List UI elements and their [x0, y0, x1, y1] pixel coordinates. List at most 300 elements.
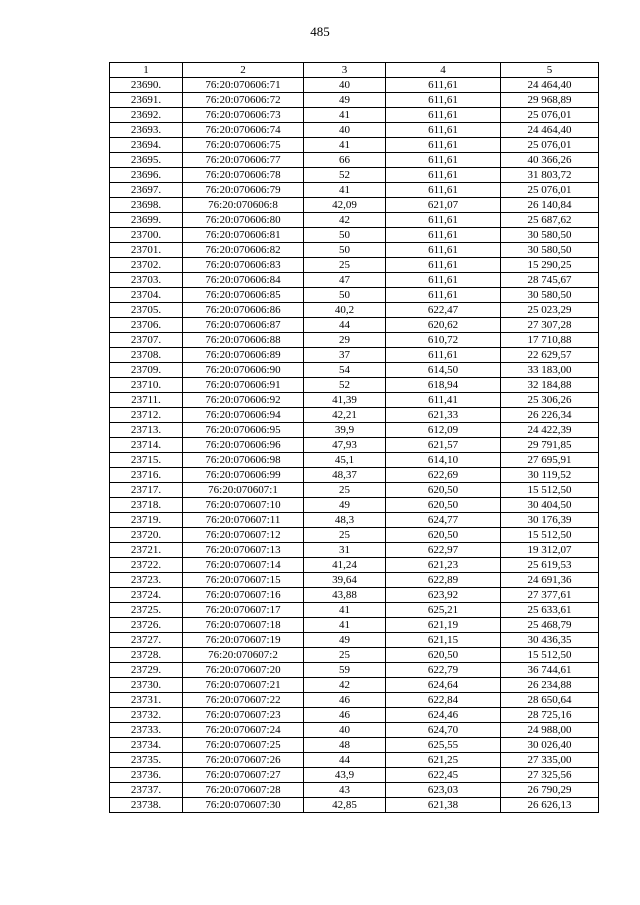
row-number-cell: 23708. — [110, 348, 183, 363]
cadastral-number-cell: 76:20:070606:81 — [183, 228, 304, 243]
cadastral-value-cell: 27 335,00 — [501, 753, 599, 768]
specific-value-cell: 611,61 — [386, 153, 501, 168]
cadastral-number-cell: 76:20:070606:82 — [183, 243, 304, 258]
row-number-cell: 23724. — [110, 588, 183, 603]
row-number-cell: 23706. — [110, 318, 183, 333]
cadastral-value-cell: 15 512,50 — [501, 648, 599, 663]
cadastral-value-cell: 26 790,29 — [501, 783, 599, 798]
area-cell: 59 — [304, 663, 386, 678]
cadastral-number-cell: 76:20:070607:14 — [183, 558, 304, 573]
table-row — [110, 138, 599, 153]
table-row — [110, 303, 599, 318]
cadastral-value-cell: 30 026,40 — [501, 738, 599, 753]
specific-value-cell: 622,97 — [386, 543, 501, 558]
column-header-5: 5 — [501, 63, 599, 78]
specific-value-cell: 620,62 — [386, 318, 501, 333]
area-cell: 40,2 — [304, 303, 386, 318]
table-row — [110, 783, 599, 798]
cadastral-value-cell: 25 076,01 — [501, 108, 599, 123]
specific-value-cell: 623,92 — [386, 588, 501, 603]
row-number-cell: 23729. — [110, 663, 183, 678]
area-cell: 39,64 — [304, 573, 386, 588]
specific-value-cell: 611,61 — [386, 258, 501, 273]
cadastral-value-cell: 24 464,40 — [501, 78, 599, 93]
specific-value-cell: 611,61 — [386, 348, 501, 363]
table-row — [110, 633, 599, 648]
area-cell: 41 — [304, 183, 386, 198]
cadastral-number-cell: 76:20:070607:10 — [183, 498, 304, 513]
table-row — [110, 423, 599, 438]
cadastral-value-cell: 24 422,39 — [501, 423, 599, 438]
cadastral-value-cell: 30 404,50 — [501, 498, 599, 513]
row-number-cell: 23691. — [110, 93, 183, 108]
specific-value-cell: 621,25 — [386, 753, 501, 768]
cadastral-number-cell: 76:20:070606:80 — [183, 213, 304, 228]
table-row — [110, 708, 599, 723]
cadastral-value-cell: 25 023,29 — [501, 303, 599, 318]
cadastral-number-cell: 76:20:070607:23 — [183, 708, 304, 723]
cadastral-value-cell: 28 650,64 — [501, 693, 599, 708]
cadastral-number-cell: 76:20:070606:96 — [183, 438, 304, 453]
specific-value-cell: 611,61 — [386, 243, 501, 258]
area-cell: 48,3 — [304, 513, 386, 528]
row-number-cell: 23718. — [110, 498, 183, 513]
cadastral-number-cell: 76:20:070606:84 — [183, 273, 304, 288]
area-cell: 40 — [304, 123, 386, 138]
row-number-cell: 23726. — [110, 618, 183, 633]
table-row — [110, 273, 599, 288]
cadastral-number-cell: 76:20:070607:2 — [183, 648, 304, 663]
table-row — [110, 483, 599, 498]
table-row — [110, 168, 599, 183]
row-number-cell: 23709. — [110, 363, 183, 378]
specific-value-cell: 621,33 — [386, 408, 501, 423]
area-cell: 47 — [304, 273, 386, 288]
cadastral-value-cell: 17 710,88 — [501, 333, 599, 348]
area-cell: 44 — [304, 753, 386, 768]
cadastral-value-cell: 15 512,50 — [501, 528, 599, 543]
row-number-cell: 23730. — [110, 678, 183, 693]
specific-value-cell: 621,19 — [386, 618, 501, 633]
specific-value-cell: 610,72 — [386, 333, 501, 348]
specific-value-cell: 614,50 — [386, 363, 501, 378]
cadastral-value-cell: 26 140,84 — [501, 198, 599, 213]
specific-value-cell: 620,50 — [386, 498, 501, 513]
area-cell: 43,9 — [304, 768, 386, 783]
row-number-cell: 23720. — [110, 528, 183, 543]
cadastral-number-cell: 76:20:070607:25 — [183, 738, 304, 753]
column-header-1: 1 — [110, 63, 183, 78]
area-cell: 52 — [304, 168, 386, 183]
table-row — [110, 153, 599, 168]
table-row — [110, 78, 599, 93]
area-cell: 46 — [304, 708, 386, 723]
cadastral-value-cell: 36 744,61 — [501, 663, 599, 678]
specific-value-cell: 614,10 — [386, 453, 501, 468]
cadastral-number-cell: 76:20:070607:27 — [183, 768, 304, 783]
table-row — [110, 363, 599, 378]
cadastral-number-cell: 76:20:070607:16 — [183, 588, 304, 603]
cadastral-number-cell: 76:20:070606:95 — [183, 423, 304, 438]
cadastral-number-cell: 76:20:070607:21 — [183, 678, 304, 693]
specific-value-cell: 611,61 — [386, 183, 501, 198]
specific-value-cell: 621,57 — [386, 438, 501, 453]
specific-value-cell: 625,55 — [386, 738, 501, 753]
cadastral-value-cell: 31 803,72 — [501, 168, 599, 183]
cadastral-number-cell: 76:20:070607:18 — [183, 618, 304, 633]
table-row — [110, 573, 599, 588]
table-row — [110, 123, 599, 138]
specific-value-cell: 625,21 — [386, 603, 501, 618]
specific-value-cell: 621,23 — [386, 558, 501, 573]
cadastral-value-cell: 40 366,26 — [501, 153, 599, 168]
table-row — [110, 243, 599, 258]
specific-value-cell: 620,50 — [386, 483, 501, 498]
table-row — [110, 348, 599, 363]
area-cell: 25 — [304, 648, 386, 663]
cadastral-value-cell: 33 183,00 — [501, 363, 599, 378]
row-number-cell: 23738. — [110, 798, 183, 813]
table-row — [110, 408, 599, 423]
cadastral-value-cell: 27 325,56 — [501, 768, 599, 783]
row-number-cell: 23732. — [110, 708, 183, 723]
specific-value-cell: 611,41 — [386, 393, 501, 408]
area-cell: 45,1 — [304, 453, 386, 468]
area-cell: 25 — [304, 483, 386, 498]
area-cell: 41 — [304, 138, 386, 153]
cadastral-number-cell: 76:20:070607:15 — [183, 573, 304, 588]
area-cell: 39,9 — [304, 423, 386, 438]
cadastral-number-cell: 76:20:070606:91 — [183, 378, 304, 393]
cadastral-number-cell: 76:20:070606:88 — [183, 333, 304, 348]
specific-value-cell: 611,61 — [386, 168, 501, 183]
cadastral-value-cell: 27 377,61 — [501, 588, 599, 603]
area-cell: 37 — [304, 348, 386, 363]
table-row — [110, 618, 599, 633]
row-number-cell: 23733. — [110, 723, 183, 738]
cadastral-value-cell: 25 076,01 — [501, 138, 599, 153]
area-cell: 50 — [304, 288, 386, 303]
specific-value-cell: 621,15 — [386, 633, 501, 648]
cadastral-value-cell: 29 791,85 — [501, 438, 599, 453]
row-number-cell: 23725. — [110, 603, 183, 618]
row-number-cell: 23698. — [110, 198, 183, 213]
cadastral-value-cell: 29 968,89 — [501, 93, 599, 108]
row-number-cell: 23695. — [110, 153, 183, 168]
cadastral-number-cell: 76:20:070606:77 — [183, 153, 304, 168]
area-cell: 49 — [304, 498, 386, 513]
table-row — [110, 258, 599, 273]
area-cell: 46 — [304, 693, 386, 708]
table-row — [110, 228, 599, 243]
row-number-cell: 23734. — [110, 738, 183, 753]
specific-value-cell: 622,69 — [386, 468, 501, 483]
specific-value-cell: 623,03 — [386, 783, 501, 798]
cadastral-value-cell: 25 619,53 — [501, 558, 599, 573]
row-number-cell: 23702. — [110, 258, 183, 273]
table-row — [110, 378, 599, 393]
row-number-cell: 23719. — [110, 513, 183, 528]
cadastral-number-cell: 76:20:070606:83 — [183, 258, 304, 273]
table-row — [110, 333, 599, 348]
row-number-cell: 23700. — [110, 228, 183, 243]
cadastral-value-cell: 30 580,50 — [501, 243, 599, 258]
cadastral-value-cell: 32 184,88 — [501, 378, 599, 393]
specific-value-cell: 611,61 — [386, 273, 501, 288]
area-cell: 43,88 — [304, 588, 386, 603]
cadastral-number-cell: 76:20:070606:85 — [183, 288, 304, 303]
specific-value-cell: 620,50 — [386, 528, 501, 543]
area-cell: 44 — [304, 318, 386, 333]
specific-value-cell: 624,46 — [386, 708, 501, 723]
cadastral-value-cell: 30 436,35 — [501, 633, 599, 648]
cadastral-number-cell: 76:20:070607:26 — [183, 753, 304, 768]
cadastral-number-cell: 76:20:070606:72 — [183, 93, 304, 108]
cadastral-number-cell: 76:20:070606:86 — [183, 303, 304, 318]
table-row — [110, 753, 599, 768]
table-row — [110, 603, 599, 618]
cadastral-value-cell: 25 468,79 — [501, 618, 599, 633]
row-number-cell: 23714. — [110, 438, 183, 453]
cadastral-number-cell: 76:20:070607:28 — [183, 783, 304, 798]
cadastral-number-cell: 76:20:070606:89 — [183, 348, 304, 363]
area-cell: 50 — [304, 228, 386, 243]
table-header — [110, 63, 599, 78]
cadastral-value-cell: 19 312,07 — [501, 543, 599, 558]
table-row — [110, 543, 599, 558]
table-row — [110, 678, 599, 693]
row-number-cell: 23713. — [110, 423, 183, 438]
row-number-cell: 23716. — [110, 468, 183, 483]
row-number-cell: 23721. — [110, 543, 183, 558]
cadastral-number-cell: 76:20:070606:74 — [183, 123, 304, 138]
row-number-cell: 23694. — [110, 138, 183, 153]
row-number-cell: 23699. — [110, 213, 183, 228]
area-cell: 25 — [304, 258, 386, 273]
area-cell: 54 — [304, 363, 386, 378]
cadastral-value-cell: 25 306,26 — [501, 393, 599, 408]
cadastral-value-cell: 26 234,88 — [501, 678, 599, 693]
specific-value-cell: 618,94 — [386, 378, 501, 393]
specific-value-cell: 611,61 — [386, 288, 501, 303]
table-row — [110, 798, 599, 813]
table-row — [110, 393, 599, 408]
area-cell: 47,93 — [304, 438, 386, 453]
table-row — [110, 183, 599, 198]
table-row — [110, 768, 599, 783]
table-row — [110, 438, 599, 453]
cadastral-value-cell: 30 580,50 — [501, 228, 599, 243]
column-header-2: 2 — [183, 63, 304, 78]
cadastral-value-cell: 28 725,16 — [501, 708, 599, 723]
row-number-cell: 23728. — [110, 648, 183, 663]
cadastral-value-cell: 27 307,28 — [501, 318, 599, 333]
specific-value-cell: 620,50 — [386, 648, 501, 663]
area-cell: 41,39 — [304, 393, 386, 408]
cadastral-number-cell: 76:20:070607:20 — [183, 663, 304, 678]
row-number-cell: 23715. — [110, 453, 183, 468]
cadastral-number-cell: 76:20:070607:30 — [183, 798, 304, 813]
cadastral-number-cell: 76:20:070606:99 — [183, 468, 304, 483]
area-cell: 42,21 — [304, 408, 386, 423]
row-number-cell: 23704. — [110, 288, 183, 303]
cadastral-number-cell: 76:20:070607:24 — [183, 723, 304, 738]
cadastral-number-cell: 76:20:070606:78 — [183, 168, 304, 183]
cadastral-value-cell: 25 633,61 — [501, 603, 599, 618]
area-cell: 43 — [304, 783, 386, 798]
table-row — [110, 528, 599, 543]
specific-value-cell: 611,61 — [386, 108, 501, 123]
table-row — [110, 453, 599, 468]
table-row — [110, 318, 599, 333]
cadastral-number-cell: 76:20:070606:79 — [183, 183, 304, 198]
area-cell: 42 — [304, 678, 386, 693]
cadastral-number-cell: 76:20:070606:71 — [183, 78, 304, 93]
table-row — [110, 108, 599, 123]
cadastral-number-cell: 76:20:070606:75 — [183, 138, 304, 153]
table-row — [110, 723, 599, 738]
specific-value-cell: 624,70 — [386, 723, 501, 738]
cadastral-number-cell: 76:20:070606:87 — [183, 318, 304, 333]
area-cell: 52 — [304, 378, 386, 393]
table-row — [110, 648, 599, 663]
area-cell: 42,09 — [304, 198, 386, 213]
row-number-cell: 23735. — [110, 753, 183, 768]
specific-value-cell: 622,84 — [386, 693, 501, 708]
area-cell: 49 — [304, 93, 386, 108]
area-cell: 41 — [304, 603, 386, 618]
row-number-cell: 23701. — [110, 243, 183, 258]
table-row — [110, 693, 599, 708]
cadastral-number-cell: 76:20:070607:13 — [183, 543, 304, 558]
row-number-cell: 23707. — [110, 333, 183, 348]
specific-value-cell: 624,64 — [386, 678, 501, 693]
specific-value-cell: 611,61 — [386, 228, 501, 243]
specific-value-cell: 621,07 — [386, 198, 501, 213]
row-number-cell: 23731. — [110, 693, 183, 708]
table-row — [110, 198, 599, 213]
table-row — [110, 738, 599, 753]
row-number-cell: 23697. — [110, 183, 183, 198]
header-row — [110, 63, 599, 78]
row-number-cell: 23727. — [110, 633, 183, 648]
specific-value-cell: 621,38 — [386, 798, 501, 813]
row-number-cell: 23717. — [110, 483, 183, 498]
area-cell: 41 — [304, 618, 386, 633]
area-cell: 48,37 — [304, 468, 386, 483]
cadastral-number-cell: 76:20:070607:11 — [183, 513, 304, 528]
cadastral-value-cell: 30 580,50 — [501, 288, 599, 303]
area-cell: 42,85 — [304, 798, 386, 813]
row-number-cell: 23703. — [110, 273, 183, 288]
area-cell: 42 — [304, 213, 386, 228]
column-header-4: 4 — [386, 63, 501, 78]
row-number-cell: 23736. — [110, 768, 183, 783]
row-number-cell: 23690. — [110, 78, 183, 93]
area-cell: 66 — [304, 153, 386, 168]
cadastral-number-cell: 76:20:070607:19 — [183, 633, 304, 648]
row-number-cell: 23722. — [110, 558, 183, 573]
cadastral-number-cell: 76:20:070607:12 — [183, 528, 304, 543]
table-row — [110, 663, 599, 678]
cadastral-number-cell: 76:20:070606:90 — [183, 363, 304, 378]
area-cell: 25 — [304, 528, 386, 543]
cadastral-value-cell: 15 512,50 — [501, 483, 599, 498]
cadastral-value-cell: 22 629,57 — [501, 348, 599, 363]
cadastral-value-cell: 24 691,36 — [501, 573, 599, 588]
cadastral-value-cell: 26 626,13 — [501, 798, 599, 813]
specific-value-cell: 622,89 — [386, 573, 501, 588]
cadastral-value-cell: 25 076,01 — [501, 183, 599, 198]
table-row — [110, 93, 599, 108]
specific-value-cell: 611,61 — [386, 93, 501, 108]
area-cell: 41,24 — [304, 558, 386, 573]
row-number-cell: 23737. — [110, 783, 183, 798]
specific-value-cell: 612,09 — [386, 423, 501, 438]
area-cell: 40 — [304, 723, 386, 738]
row-number-cell: 23711. — [110, 393, 183, 408]
table-body — [110, 78, 599, 813]
cadastral-value-cell: 26 226,34 — [501, 408, 599, 423]
area-cell: 31 — [304, 543, 386, 558]
cadastral-number-cell: 76:20:070606:94 — [183, 408, 304, 423]
row-number-cell: 23693. — [110, 123, 183, 138]
area-cell: 49 — [304, 633, 386, 648]
cadastral-number-cell: 76:20:070606:73 — [183, 108, 304, 123]
row-number-cell: 23696. — [110, 168, 183, 183]
table-row — [110, 498, 599, 513]
row-number-cell: 23723. — [110, 573, 183, 588]
cadastral-number-cell: 76:20:070606:98 — [183, 453, 304, 468]
area-cell: 41 — [304, 108, 386, 123]
row-number-cell: 23692. — [110, 108, 183, 123]
cadastral-value-cell: 27 695,91 — [501, 453, 599, 468]
row-number-cell: 23712. — [110, 408, 183, 423]
specific-value-cell: 611,61 — [386, 138, 501, 153]
specific-value-cell: 622,79 — [386, 663, 501, 678]
cadastral-value-cell: 15 290,25 — [501, 258, 599, 273]
specific-value-cell: 622,47 — [386, 303, 501, 318]
specific-value-cell: 611,61 — [386, 213, 501, 228]
table-row — [110, 468, 599, 483]
specific-value-cell: 622,45 — [386, 768, 501, 783]
cadastral-value-cell: 24 464,40 — [501, 123, 599, 138]
row-number-cell: 23710. — [110, 378, 183, 393]
cadastral-value-cell: 24 988,00 — [501, 723, 599, 738]
area-cell: 29 — [304, 333, 386, 348]
cadastral-number-cell: 76:20:070606:8 — [183, 198, 304, 213]
specific-value-cell: 611,61 — [386, 78, 501, 93]
cadastral-number-cell: 76:20:070606:92 — [183, 393, 304, 408]
row-number-cell: 23705. — [110, 303, 183, 318]
specific-value-cell: 624,77 — [386, 513, 501, 528]
cadastral-value-cell: 30 119,52 — [501, 468, 599, 483]
table-row — [110, 513, 599, 528]
cadastral-number-cell: 76:20:070607:17 — [183, 603, 304, 618]
area-cell: 40 — [304, 78, 386, 93]
cadastral-value-table — [109, 62, 599, 813]
cadastral-value-cell: 25 687,62 — [501, 213, 599, 228]
area-cell: 48 — [304, 738, 386, 753]
column-header-3: 3 — [304, 63, 386, 78]
cadastral-number-cell: 76:20:070607:22 — [183, 693, 304, 708]
table-row — [110, 213, 599, 228]
table-row — [110, 288, 599, 303]
cadastral-value-cell: 30 176,39 — [501, 513, 599, 528]
cadastral-value-cell: 28 745,67 — [501, 273, 599, 288]
table-row — [110, 588, 599, 603]
table-row — [110, 558, 599, 573]
